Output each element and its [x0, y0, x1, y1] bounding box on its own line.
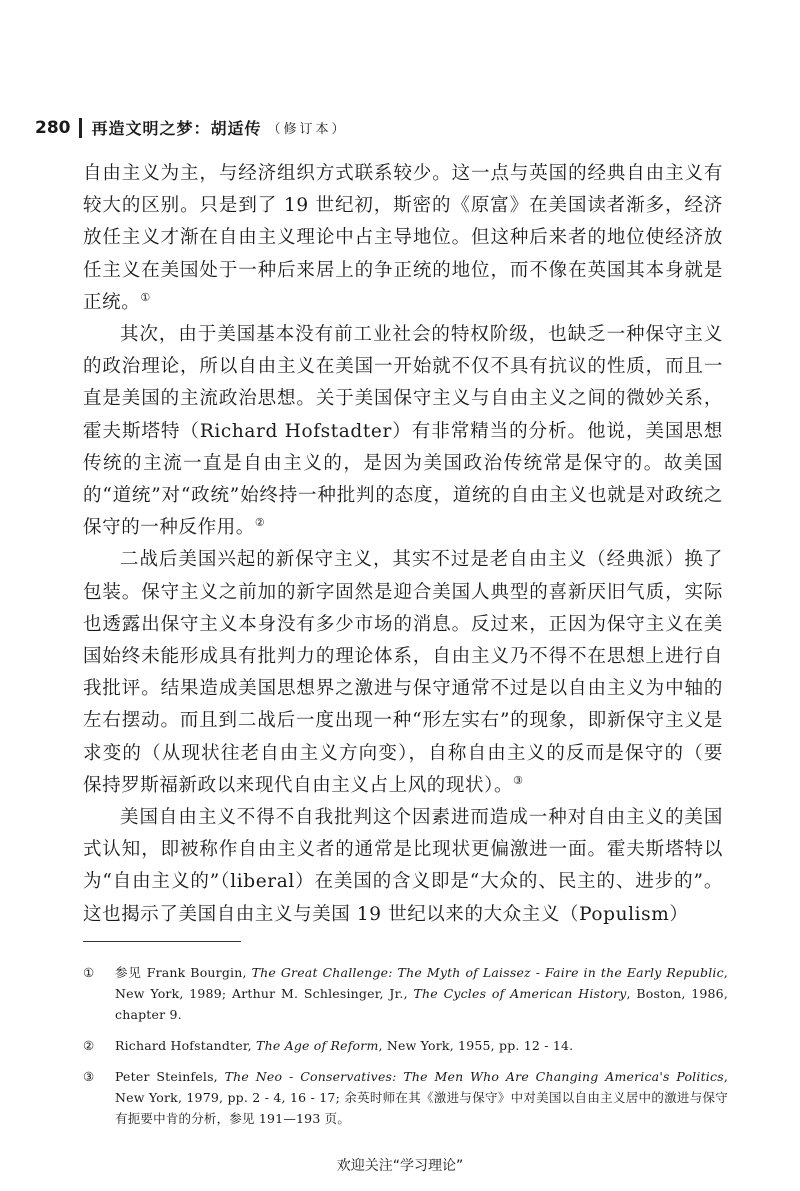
footnote-text [115, 1066, 728, 1129]
paragraph [83, 544, 723, 802]
paragraph [83, 802, 723, 931]
footnotes [83, 962, 728, 1139]
footnote-ref: ① [140, 290, 151, 304]
footnote-separator [83, 941, 241, 942]
body-text [83, 158, 723, 931]
footnote-text [115, 1035, 728, 1056]
footnote-mark: ③ [83, 1069, 95, 1084]
paragraph [83, 158, 723, 319]
paragraph-text: 自由主义为主，与经济组织方式联系较少。这一点与英国的经典自由主义有较大的区别。只是到了 19 世纪初，斯密的《原富》在美国读者渐多，经济放任主义才渐在自由主义理论中占主导地位。但这种后来者的地位使经济放任主义在美国处于一种后来居上的争正统的地位，而不像在英国其本身就是正统。 [83, 163, 723, 313]
footnote [83, 962, 728, 1025]
paragraph-text: 美国自由主义不得不自我批判这个因素进而造成一种对自由主义的美国式认知，即被称作自由主义者的通常是比现状更偏激进一面。霍夫斯塔特以为“自由主义的”（liberal）在美国的含义即是“大众的、民主的、进步的”。这也揭示了美国自由主义与美国 19 世纪以来的大众主义（Populism） [83, 807, 723, 925]
paragraph-text: 二战后美国兴起的新保守主义，其实不过是老自由主义（经典派）换了包装。保守主义之前加的新字固然是迎合美国人典型的喜新厌旧气质，实际也透露出保守主义本身没有多少市场的消息。反过来，正因为保守主义在美国始终未能形成具有批判力的理论体系，自由主义乃不得不在思想上进行自我批评。结果造成美国思想界之激进与保守通常不过是以自由主义为中轴的左右摆动。而且到二战后一度出现一种“形左实右”的现象，即新保守主义是求变的（从现状往老自由主义方向变），自称自由主义的反而是保守的（要保持罗斯福新政以来现代自由主义占上风的现状）。 [83, 549, 723, 796]
footnote-segment: , New York, 1955, pp. 12 - 14. [378, 1038, 574, 1053]
paragraph [83, 319, 723, 544]
footnote-title: The Great Challenge: The Myth of Laissez - Faire in the Early Republic [251, 965, 724, 980]
footnote-mark: ② [83, 1038, 95, 1053]
footnote-text [115, 962, 728, 1025]
page-number: 280 [35, 117, 71, 138]
header-divider [79, 118, 82, 138]
footnote-segment: , New York, 1989; Arthur M. Schlesinger, Jr., [115, 965, 728, 1001]
footnote-title: The Neo - Conservatives: The Men Who Are Changing America's Politics [224, 1069, 724, 1084]
footnote-title: The Cycles of American History [413, 986, 627, 1001]
book-edition: （修订本） [267, 122, 348, 137]
footnote [83, 1066, 728, 1129]
footnote-mark: ① [83, 965, 95, 980]
page-footer: 欢迎关注“学习理论” [336, 1158, 464, 1174]
footnote-segment: Peter Steinfels, [115, 1069, 225, 1084]
footnote-segment: 参见 Frank Bourgin, [115, 965, 252, 980]
footnote [83, 1035, 728, 1056]
footnote-ref: ③ [513, 773, 524, 787]
footnote-segment: Richard Hofstandter, [115, 1038, 257, 1053]
footnote-segment: , Boston, 1986, chapter 9. [115, 986, 728, 1022]
running-header [35, 116, 348, 139]
book-title: 再造文明之梦：胡适传 [91, 119, 262, 138]
paragraph-text: 其次，由于美国基本没有前工业社会的特权阶级，也缺乏一种保守主义的政治理论，所以自由主义在美国一开始就不仅不具有抗议的性质，而且一直是美国的主流政治思想。关于美国保守主义与自由主义之间的微妙关系，霍夫斯塔特（Richard Hofstadter）有非常精当的分析。他说，美国思想传统的主流一直是自由主义的，是因为美国政治传统常是保守的。故美国的“道统”对“政统”始终持一种批判的态度，道统的自由主义也就是对政统之保守的一种反作用。 [83, 324, 723, 539]
footnote-ref: ② [254, 516, 266, 530]
footnote-title: The Age of Reform [256, 1038, 379, 1053]
footnote-segment: , New York, 1979, pp. 2 - 4, 16 - 17; 余英时师在其《激进与保守》中对美国以自由主义居中的激进与保守有扼要中肯的分析，参见 191—193 页。 [115, 1069, 728, 1126]
